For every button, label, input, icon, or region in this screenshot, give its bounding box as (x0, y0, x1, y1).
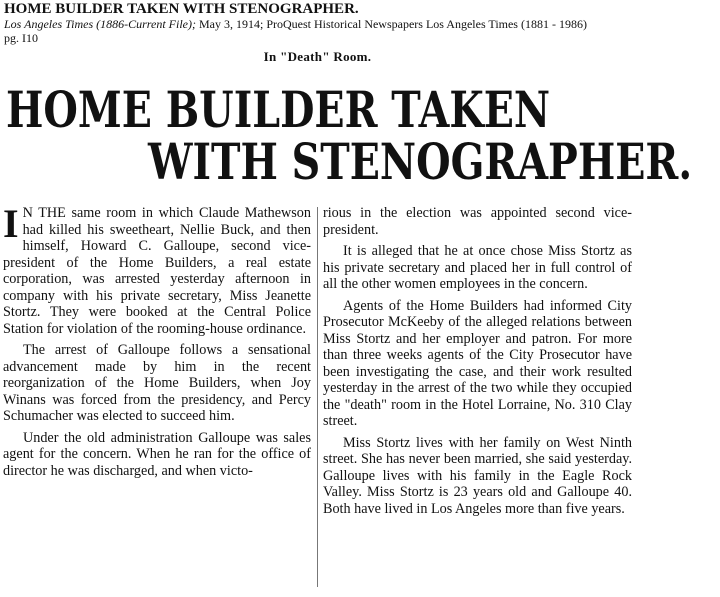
column-divider (317, 207, 318, 587)
citation-source-details: May 3, 1914; ProQuest Historical Newspapers Los Angeles Times (1881 - 1986) (196, 17, 587, 31)
drop-cap: I (3, 201, 19, 246)
article-paragraph: It is alleged that he at once chose Miss Stortz as his private secretary and placed her in full control of all the other women employees in the concern. (323, 243, 632, 292)
article-column-left (3, 201, 311, 484)
article-kicker: In "Death" Room. (263, 49, 372, 64)
citation-page: pg. I10 (4, 31, 38, 45)
citation-source-publication: Los Angeles Times (1886-Current File); (4, 17, 196, 31)
article-paragraph: Miss Stortz lives with her family on West Ninth street. She has never been married, she said yesterday. Galloupe lives with his family in the Eagle Rock Valley. Miss Stortz is 23 years old and Galloupe 40. Both have lived in Los Angeles more than five years. (323, 434, 632, 517)
headline-line-1: HOME BUILDER TAKEN (6, 82, 551, 140)
article-paragraph: The arrest of Galloupe follows a sensational advancement made by him in the recent reorganization of the Home Builders, when Joy Winans was forced from the presidency, and Percy Schumacher was elected to succeed him. (3, 342, 311, 424)
article-paragraph: Under the old administration Galloupe was sales agent for the concern. When he ran for the office of director he was discharged, and when victo- (3, 429, 311, 479)
citation-header (4, 1, 632, 45)
article-paragraph: Agents of the Home Builders had informed City Prosecutor McKeeby of the alleged relations between Miss Stortz and her employer and patron. For more than three weeks agents of the City Prosecutor have been investigating the case, and their work resulted yesterday in the arrest of the two while they occupied the "death" room in the Hotel Lorraine, No. 310 Clay street. (323, 297, 632, 429)
article-paragraph: rious in the election was appointed second vice-president. (323, 205, 632, 238)
headline-line-2: WITH STENOGRAPHER. (148, 134, 693, 192)
citation-title: HOME BUILDER TAKEN WITH STENOGRAPHER. (4, 1, 359, 17)
paragraph-text: N THE same room in which Claude Mathewson had killed his sweetheart, Nellie Buck, and then himself, Howard C. Galloupe, second vice-president of the Home Builders, a real estate corporation, was arrested yesterday afternoon in company with his private secretary, Miss Jeanette Stortz. They were booked at the Central Police Station for violation of the rooming-house ordinance. (3, 205, 311, 337)
citation-source (4, 17, 632, 31)
article-column-right (323, 205, 632, 522)
article-paragraph (3, 201, 311, 337)
